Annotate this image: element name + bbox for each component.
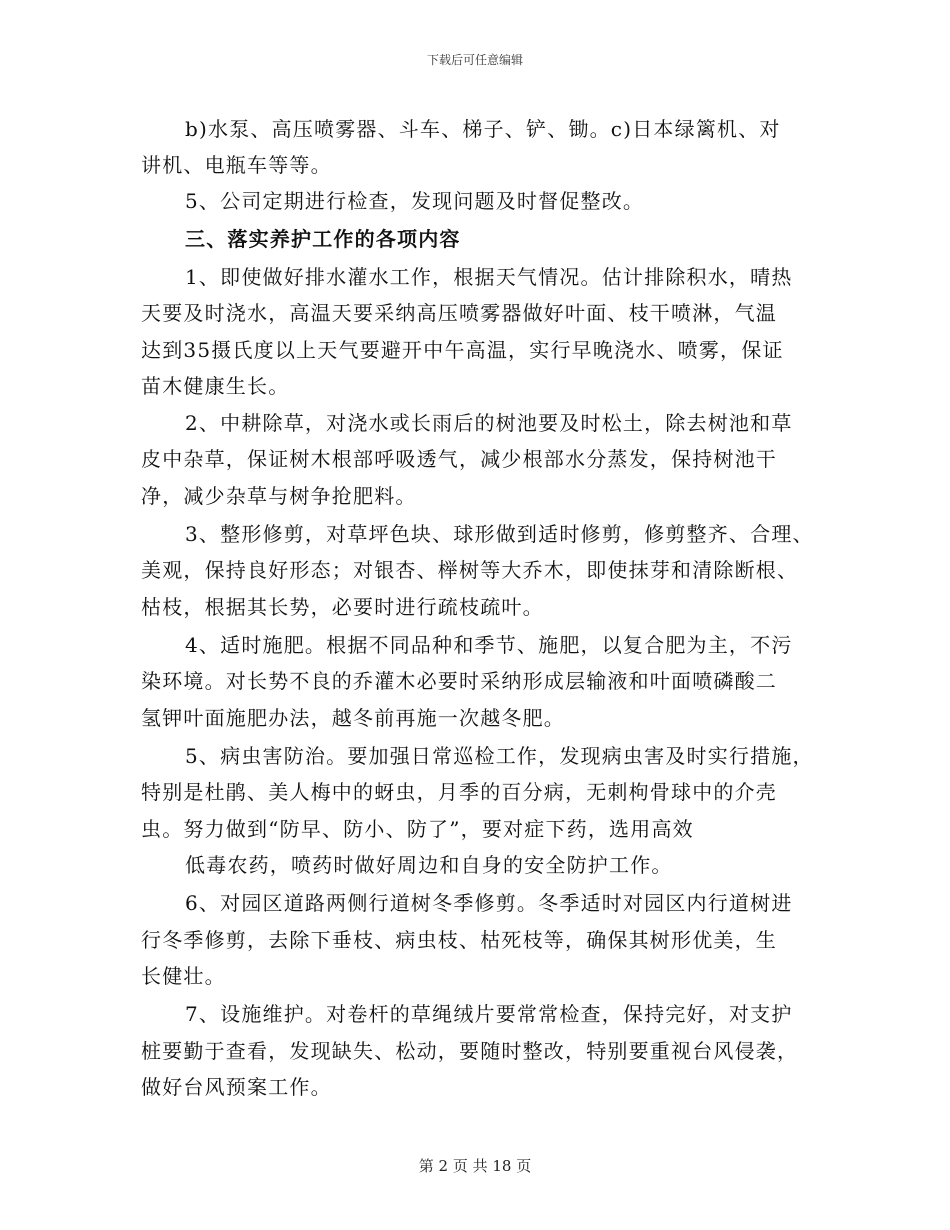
body-line: b)水泵、高压喷雾器、斗车、梯子、铲、锄。c)日本绿篱机、对: [185, 117, 781, 141]
body-line: 4、适时施肥。根据不同品种和季节、施肥，以复合肥为主，不污: [185, 633, 793, 657]
body-line: 枯枝，根据其长势，必要时进行疏枝疏叶。: [141, 595, 544, 619]
page-header: 下载后可任意编辑: [426, 53, 523, 67]
body-line: 天要及时浇水，高温天要采纳高压喷雾器做好叶面、枝干喷淋，气温: [141, 301, 777, 325]
body-line: 染环境。对长势不良的乔灌木必要时采纳形成层输液和叶面喷磷酸二: [141, 669, 777, 693]
body-line: 低毒农药，喷药时做好周边和自身的安全防护工作。: [185, 853, 673, 877]
body-line: 7、设施维护。对卷杆的草绳绒片要常常检查，保持完好，对支护: [185, 1002, 793, 1026]
body-line: 讲机、电瓶车等等。: [141, 153, 332, 177]
body-line: 达到35摄氏度以上天气要避开中午高温，实行早晚浇水、喷雾，保证: [141, 338, 784, 362]
body-line: 苗木健康生长。: [141, 374, 290, 398]
body-line: 做好台风预案工作。: [141, 1075, 332, 1099]
body-line: 皮中杂草，保证树木根部呼吸透气，减少根部水分蒸发，保持树池干: [141, 447, 777, 471]
section-heading: 三、落实养护工作的各项内容: [185, 227, 461, 251]
body-line: 5、公司定期进行检查，发现问题及时督促整改。: [185, 189, 645, 213]
page-number-footer: 第 2 页 共 18 页: [418, 1157, 532, 1175]
body-line: 长健壮。: [141, 964, 226, 988]
body-line: 特别是杜鹃、美人梅中的蚜虫，月季的百分病，无刺枸骨球中的介壳: [141, 780, 777, 804]
body-line: 氢钾叶面施肥办法，越冬前再施一次越冬肥。: [141, 706, 565, 730]
body-line: 虫。努力做到“防早、防小、防了”，要对症下药，选用高效: [141, 817, 694, 841]
body-line: 净，减少杂草与树争抢肥料。: [141, 484, 417, 508]
body-line: 3、整形修剪，对草坪色块、球形做到适时修剪，修剪整齐、合理、: [185, 522, 814, 546]
body-line: 1、即使做好排水灌水工作，根据天气情况。估计排除积水，晴热: [185, 265, 793, 289]
body-line: 5、病虫害防治。要加强日常巡检工作，发现病虫害及时实行措施，: [185, 744, 814, 768]
body-line: 6、对园区道路两侧行道树冬季修剪。冬季适时对园区内行道树进: [185, 891, 793, 915]
body-line: 桩要勤于查看，发现缺失、松动，要随时整改，特别要重视台风侵袭，: [141, 1039, 799, 1063]
body-line: 美观，保持良好形态；对银杏、榉树等大乔木，即使抹芽和清除断根、: [141, 558, 799, 582]
body-line: 2、中耕除草，对浇水或长雨后的树池要及时松土，除去树池和草: [185, 411, 793, 435]
body-line: 行冬季修剪，去除下垂枝、病虫枝、枯死枝等，确保其树形优美，生: [141, 928, 777, 952]
